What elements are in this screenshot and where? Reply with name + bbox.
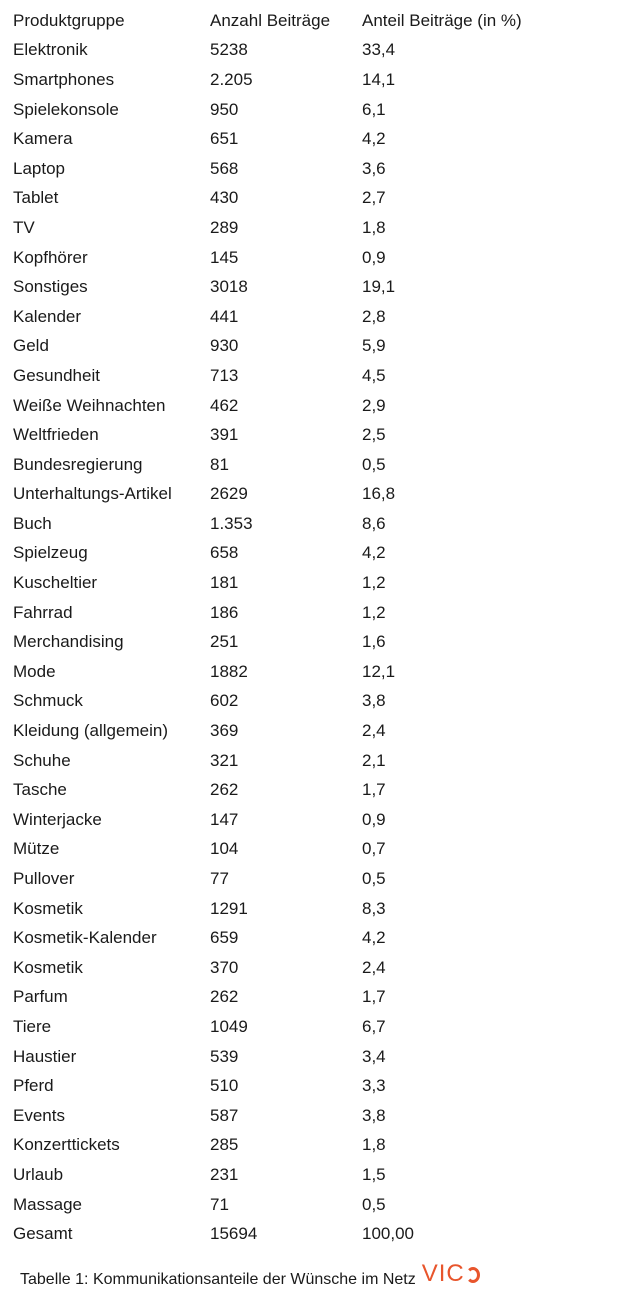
data-table bbox=[13, 6, 613, 1249]
cell-share: 100,00 bbox=[362, 1224, 414, 1244]
cell-count: 539 bbox=[210, 1046, 239, 1066]
table-row bbox=[13, 1219, 613, 1249]
cell-product-group: Fahrrad bbox=[13, 602, 73, 622]
cell-share: 3,4 bbox=[362, 1046, 386, 1066]
cell-count: 950 bbox=[210, 99, 239, 119]
cell-share: 1,7 bbox=[362, 987, 386, 1007]
table-row bbox=[13, 746, 613, 776]
cell-count: 251 bbox=[210, 632, 239, 652]
cell-share: 3,8 bbox=[362, 691, 386, 711]
cell-count: 262 bbox=[210, 987, 239, 1007]
cell-count: 71 bbox=[210, 1194, 229, 1214]
cell-product-group: Unterhaltungs-Artikel bbox=[13, 484, 172, 504]
cell-share: 2,1 bbox=[362, 750, 386, 770]
cell-count: 370 bbox=[210, 957, 239, 977]
cell-product-group: Bundesregierung bbox=[13, 454, 143, 474]
table-row bbox=[13, 835, 613, 865]
cell-share: 4,2 bbox=[362, 543, 386, 563]
table-row bbox=[13, 302, 613, 332]
cell-share: 0,9 bbox=[362, 809, 386, 829]
table-row bbox=[13, 332, 613, 362]
cell-share: 1,8 bbox=[362, 1135, 386, 1155]
cell-product-group: Gesamt bbox=[13, 1224, 73, 1244]
cell-count: 1882 bbox=[210, 661, 248, 681]
cell-count: 181 bbox=[210, 573, 239, 593]
cell-share: 8,6 bbox=[362, 513, 386, 533]
table-row bbox=[13, 420, 613, 450]
table-row bbox=[13, 953, 613, 983]
cell-share: 2,7 bbox=[362, 188, 386, 208]
table-row bbox=[13, 1012, 613, 1042]
cell-count: 713 bbox=[210, 365, 239, 385]
cell-product-group: Pferd bbox=[13, 1076, 54, 1096]
cell-product-group: Urlaub bbox=[13, 1164, 64, 1184]
cell-count: 391 bbox=[210, 425, 239, 445]
cell-count: 462 bbox=[210, 395, 239, 415]
cell-count: 262 bbox=[210, 780, 239, 800]
table-row bbox=[13, 864, 613, 894]
cell-product-group: Tablet bbox=[13, 188, 59, 208]
cell-count: 285 bbox=[210, 1135, 239, 1155]
cell-share: 0,5 bbox=[362, 1194, 386, 1214]
cell-count: 231 bbox=[210, 1164, 239, 1184]
cell-product-group: Parfum bbox=[13, 987, 68, 1007]
table-row bbox=[13, 983, 613, 1013]
cell-product-group: Mütze bbox=[13, 839, 60, 859]
cell-count: 651 bbox=[210, 129, 239, 149]
cell-share: 2,5 bbox=[362, 425, 386, 445]
cell-product-group: Gesundheit bbox=[13, 365, 100, 385]
cell-product-group: Massage bbox=[13, 1194, 82, 1214]
cell-share: 2,9 bbox=[362, 395, 386, 415]
cell-product-group: Konzerttickets bbox=[13, 1135, 120, 1155]
cell-product-group: TV bbox=[13, 217, 35, 237]
table-row bbox=[13, 124, 613, 154]
cell-share: 1,6 bbox=[362, 632, 386, 652]
table-row bbox=[13, 539, 613, 569]
cell-count: 145 bbox=[210, 247, 239, 267]
table-row bbox=[13, 154, 613, 184]
cell-share: 1,5 bbox=[362, 1164, 386, 1184]
cell-product-group: Smartphones bbox=[13, 69, 115, 89]
cell-count: 1.353 bbox=[210, 513, 253, 533]
cell-share: 4,5 bbox=[362, 365, 386, 385]
table-row bbox=[13, 598, 613, 628]
cell-count: 3018 bbox=[210, 277, 248, 297]
cell-share: 2,4 bbox=[362, 721, 386, 741]
table-body bbox=[13, 36, 613, 1249]
cell-share: 19,1 bbox=[362, 277, 396, 297]
cell-count: 430 bbox=[210, 188, 239, 208]
cell-share: 0,9 bbox=[362, 247, 386, 267]
table-row bbox=[13, 1131, 613, 1161]
cell-count: 602 bbox=[210, 691, 239, 711]
cell-count: 587 bbox=[210, 1105, 239, 1125]
cell-count: 510 bbox=[210, 1076, 239, 1096]
cell-product-group: Schuhe bbox=[13, 750, 71, 770]
cell-share: 6,7 bbox=[362, 1016, 386, 1036]
cell-count: 2629 bbox=[210, 484, 248, 504]
cell-product-group: Kosmetik bbox=[13, 898, 83, 918]
cell-product-group: Sonstiges bbox=[13, 277, 88, 297]
cell-count: 658 bbox=[210, 543, 239, 563]
cell-count: 321 bbox=[210, 750, 239, 770]
table-row bbox=[13, 923, 613, 953]
cell-count: 77 bbox=[210, 869, 229, 889]
cell-count: 104 bbox=[210, 839, 239, 859]
cell-share: 0,7 bbox=[362, 839, 386, 859]
table-row bbox=[13, 1042, 613, 1072]
cell-share: 3,6 bbox=[362, 158, 386, 178]
cell-product-group: Kosmetik bbox=[13, 957, 83, 977]
cell-share: 33,4 bbox=[362, 40, 396, 60]
table-row bbox=[13, 1071, 613, 1101]
logo-o-icon bbox=[466, 1267, 480, 1283]
cell-share: 8,3 bbox=[362, 898, 386, 918]
cell-product-group: Kuscheltier bbox=[13, 573, 98, 593]
cell-product-group: Kamera bbox=[13, 129, 73, 149]
table-row bbox=[13, 805, 613, 835]
table-row bbox=[13, 95, 613, 125]
table-row bbox=[13, 213, 613, 243]
table-row bbox=[13, 243, 613, 273]
table-header bbox=[13, 6, 613, 36]
cell-count: 1291 bbox=[210, 898, 248, 918]
cell-product-group: Buch bbox=[13, 513, 52, 533]
cell-product-group: Laptop bbox=[13, 158, 65, 178]
cell-product-group: Haustier bbox=[13, 1046, 77, 1066]
cell-share: 4,2 bbox=[362, 129, 386, 149]
cell-product-group: Geld bbox=[13, 336, 49, 356]
cell-product-group: Kosmetik-Kalender bbox=[13, 928, 157, 948]
table-row bbox=[13, 894, 613, 924]
cell-share: 4,2 bbox=[362, 928, 386, 948]
cell-product-group: Tiere bbox=[13, 1016, 52, 1036]
table-row bbox=[13, 184, 613, 214]
cell-share: 16,8 bbox=[362, 484, 396, 504]
table-row bbox=[13, 36, 613, 66]
cell-count: 5238 bbox=[210, 40, 248, 60]
cell-count: 1049 bbox=[210, 1016, 248, 1036]
cell-count: 15694 bbox=[210, 1224, 258, 1244]
cell-product-group: Elektronik bbox=[13, 40, 88, 60]
cell-share: 1,8 bbox=[362, 217, 386, 237]
cell-share: 5,9 bbox=[362, 336, 386, 356]
table-row bbox=[13, 657, 613, 687]
cell-count: 369 bbox=[210, 721, 239, 741]
table-row bbox=[13, 568, 613, 598]
cell-product-group: Winterjacke bbox=[13, 809, 102, 829]
table-row bbox=[13, 1101, 613, 1131]
cell-product-group: Kalender bbox=[13, 306, 82, 326]
cell-count: 568 bbox=[210, 158, 239, 178]
cell-product-group: Events bbox=[13, 1105, 65, 1125]
table-row bbox=[13, 775, 613, 805]
table-row bbox=[13, 450, 613, 480]
cell-product-group: Kopfhörer bbox=[13, 247, 88, 267]
cell-product-group: Weiße Weihnachten bbox=[13, 395, 166, 415]
cell-share: 6,1 bbox=[362, 99, 386, 119]
cell-count: 147 bbox=[210, 809, 239, 829]
table-row bbox=[13, 480, 613, 510]
table-row bbox=[13, 509, 613, 539]
cell-share: 1,7 bbox=[362, 780, 386, 800]
table-row bbox=[13, 272, 613, 302]
cell-count: 289 bbox=[210, 217, 239, 237]
cell-product-group: Mode bbox=[13, 661, 56, 681]
cell-share: 3,3 bbox=[362, 1076, 386, 1096]
cell-count: 659 bbox=[210, 928, 239, 948]
cell-product-group: Kleidung (allgemein) bbox=[13, 721, 168, 741]
cell-share: 0,5 bbox=[362, 454, 386, 474]
vico-logo bbox=[422, 1260, 480, 1288]
table-row bbox=[13, 1190, 613, 1220]
header-share: Anteil Beiträge (in %) bbox=[362, 10, 522, 30]
table-row bbox=[13, 65, 613, 95]
cell-share: 12,1 bbox=[362, 661, 396, 681]
header-product-group: Produktgruppe bbox=[13, 10, 125, 30]
cell-share: 14,1 bbox=[362, 69, 396, 89]
cell-share: 3,8 bbox=[362, 1105, 386, 1125]
cell-product-group: Merchandising bbox=[13, 632, 124, 652]
cell-share: 2,4 bbox=[362, 957, 386, 977]
cell-product-group: Schmuck bbox=[13, 691, 83, 711]
cell-share: 2,8 bbox=[362, 306, 386, 326]
cell-share: 1,2 bbox=[362, 602, 386, 622]
table-row bbox=[13, 627, 613, 657]
table-row bbox=[13, 361, 613, 391]
cell-product-group: Spielzeug bbox=[13, 543, 88, 563]
table-caption bbox=[20, 1260, 480, 1291]
table-row bbox=[13, 1160, 613, 1190]
table-row bbox=[13, 687, 613, 717]
cell-product-group: Pullover bbox=[13, 869, 75, 889]
cell-count: 81 bbox=[210, 454, 229, 474]
cell-count: 930 bbox=[210, 336, 239, 356]
cell-count: 186 bbox=[210, 602, 239, 622]
cell-count: 441 bbox=[210, 306, 239, 326]
cell-share: 1,2 bbox=[362, 573, 386, 593]
cell-product-group: Tasche bbox=[13, 780, 67, 800]
cell-product-group: Weltfrieden bbox=[13, 425, 99, 445]
cell-share: 0,5 bbox=[362, 869, 386, 889]
caption-text: Tabelle 1: Kommunikationsanteile der Wünsche im Netz bbox=[20, 1271, 416, 1288]
cell-count: 2.205 bbox=[210, 69, 253, 89]
table-row bbox=[13, 716, 613, 746]
header-count: Anzahl Beiträge bbox=[210, 10, 331, 30]
cell-product-group: Spielekonsole bbox=[13, 99, 119, 119]
table-row bbox=[13, 391, 613, 421]
logo-text: VIC bbox=[421, 1260, 465, 1287]
